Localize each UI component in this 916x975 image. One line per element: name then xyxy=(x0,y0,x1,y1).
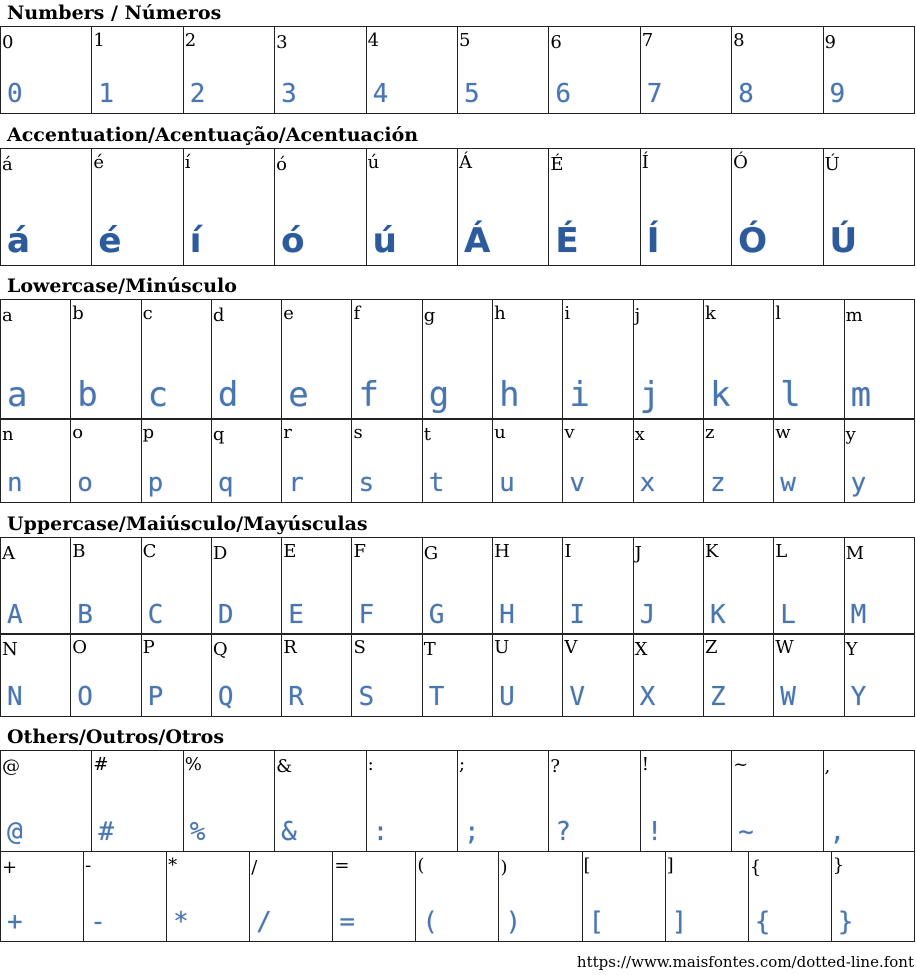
glyph-cell xyxy=(640,149,731,266)
glyph-cell xyxy=(422,300,492,420)
glyph-label: ú xyxy=(367,152,380,173)
glyph-sample: K xyxy=(709,600,726,630)
others-grid-row-1 xyxy=(0,750,915,852)
glyph-cell xyxy=(183,149,274,266)
glyph-sample: q xyxy=(217,468,234,498)
glyph-label: = xyxy=(334,855,350,876)
glyph-cell xyxy=(823,149,914,266)
glyph-sample: V xyxy=(569,682,586,712)
glyph-label: 5 xyxy=(458,30,471,51)
glyph-sample: Ú xyxy=(829,221,858,261)
glyph-sample: a xyxy=(7,375,28,415)
glyph-label: á xyxy=(2,154,13,175)
numbers-grid xyxy=(0,26,915,114)
glyph-cell xyxy=(92,27,183,114)
lowercase-grid-row-1 xyxy=(0,299,915,420)
uppercase-grid-row-2 xyxy=(0,633,915,717)
glyph-sample: ~ xyxy=(738,817,754,847)
glyph-label: Q xyxy=(212,639,228,660)
glyph-sample: g xyxy=(428,375,450,415)
glyph-label: % xyxy=(184,754,202,775)
glyph-label: J xyxy=(634,543,642,564)
glyph-cell xyxy=(416,852,499,942)
glyph-cell xyxy=(1,300,71,420)
glyph-label: F xyxy=(353,541,366,562)
glyph-sample: u xyxy=(499,468,515,498)
glyph-sample: t xyxy=(428,468,445,498)
glyph-cell xyxy=(92,751,183,852)
glyph-sample: b xyxy=(77,375,98,415)
glyph-sample: m xyxy=(850,375,872,415)
glyph-cell xyxy=(141,538,211,635)
glyph-cell xyxy=(823,27,914,114)
glyph-sample: N xyxy=(7,682,23,712)
glyph-cell xyxy=(844,300,914,420)
glyph-sample: R xyxy=(288,682,304,712)
glyph-label: 9 xyxy=(824,32,836,53)
glyph-cell xyxy=(352,538,422,635)
glyph-cell xyxy=(422,634,492,717)
glyph-sample: [ xyxy=(588,907,605,937)
glyph-label: O xyxy=(72,637,88,658)
glyph-cell xyxy=(844,419,914,503)
glyph-cell xyxy=(1,419,71,503)
glyph-sample: L xyxy=(780,600,796,630)
glyph-label: e xyxy=(283,303,294,324)
glyph-cell xyxy=(250,852,333,942)
glyph-sample: k xyxy=(709,375,731,415)
glyph-sample: % xyxy=(189,817,206,847)
glyph-label: ) xyxy=(500,857,508,878)
glyph-cell xyxy=(732,751,823,852)
glyph-label: X xyxy=(634,639,648,660)
glyph-cell xyxy=(366,751,457,852)
glyph-cell xyxy=(141,419,211,503)
glyph-cell xyxy=(1,149,92,266)
glyph-label: 4 xyxy=(367,30,380,51)
glyph-cell xyxy=(183,27,274,114)
glyph-cell xyxy=(493,300,563,420)
glyph-sample: C xyxy=(147,600,164,630)
glyph-label: Á xyxy=(458,152,472,173)
glyph-sample: ( xyxy=(422,907,439,937)
glyph-cell xyxy=(457,27,548,114)
glyph-cell xyxy=(844,538,914,635)
glyph-label: T xyxy=(423,639,436,660)
glyph-label: r xyxy=(283,422,292,443)
glyph-label: } xyxy=(832,855,845,876)
glyph-cell xyxy=(457,149,548,266)
glyph-cell xyxy=(71,419,141,503)
glyph-sample: M xyxy=(850,600,867,630)
glyph-label: x xyxy=(634,424,645,445)
glyph-cell xyxy=(282,634,352,717)
glyph-label: v xyxy=(564,422,575,443)
glyph-sample: ; xyxy=(463,817,480,847)
glyph-cell xyxy=(333,852,416,942)
glyph-label: [ xyxy=(583,855,591,876)
glyph-sample: 5 xyxy=(463,79,480,109)
lowercase-grid-row-2 xyxy=(0,418,915,503)
glyph-sample: ! xyxy=(646,817,663,847)
glyph-label: t xyxy=(423,424,432,445)
glyph-cell xyxy=(352,634,422,717)
glyph-label: Í xyxy=(641,152,649,173)
glyph-label: P xyxy=(142,637,155,658)
glyph-cell xyxy=(703,634,773,717)
glyph-label: q xyxy=(212,424,225,445)
glyph-sample: X xyxy=(639,682,656,712)
glyph-cell xyxy=(282,419,352,503)
glyph-label: c xyxy=(142,303,153,324)
glyph-sample: H xyxy=(499,600,515,630)
glyph-sample: ? xyxy=(555,817,571,847)
glyph-label: s xyxy=(353,422,363,443)
glyph-cell xyxy=(366,27,457,114)
glyph-sample: c xyxy=(147,375,169,415)
glyph-sample: S xyxy=(358,682,375,712)
glyph-label: : xyxy=(367,754,374,775)
glyph-sample: W xyxy=(780,682,796,712)
glyph-cell xyxy=(703,538,773,635)
glyph-cell xyxy=(92,149,183,266)
glyph-label: h xyxy=(494,303,506,324)
glyph-sample: # xyxy=(98,817,115,847)
glyph-label: ó xyxy=(276,154,288,175)
glyph-cell xyxy=(71,634,141,717)
glyph-sample: Í xyxy=(646,221,660,261)
glyph-cell xyxy=(732,149,823,266)
section-title-numbers: Numbers / Números xyxy=(7,2,222,24)
glyph-sample: f xyxy=(358,375,379,415)
glyph-sample: ó xyxy=(281,221,305,261)
glyph-cell xyxy=(633,634,703,717)
glyph-cell xyxy=(211,538,281,635)
glyph-cell xyxy=(549,27,640,114)
glyph-sample: @ xyxy=(7,817,23,847)
glyph-label: j xyxy=(634,305,641,326)
glyph-label: C xyxy=(142,541,157,562)
glyph-label: / xyxy=(251,857,258,878)
glyph-cell xyxy=(1,852,84,942)
glyph-label: & xyxy=(276,756,293,777)
glyph-label: 0 xyxy=(2,32,14,53)
glyph-label: y xyxy=(845,424,856,445)
glyph-label: W xyxy=(775,637,794,658)
glyph-label: Z xyxy=(704,637,718,658)
glyph-sample: w xyxy=(780,468,796,498)
section-title-lowercase: Lowercase/Minúsculo xyxy=(7,275,237,297)
glyph-label: 7 xyxy=(641,30,654,51)
glyph-sample: p xyxy=(147,468,164,498)
glyph-sample: ú xyxy=(372,221,397,261)
glyph-sample: D xyxy=(217,600,234,630)
glyph-cell xyxy=(352,300,422,420)
glyph-label: @ xyxy=(2,756,20,777)
glyph-label: A xyxy=(2,543,15,564)
glyph-cell xyxy=(563,538,633,635)
others-grid-row-2 xyxy=(0,851,915,942)
glyph-label: B xyxy=(72,541,86,562)
glyph-sample: r xyxy=(288,468,304,498)
glyph-cell xyxy=(282,300,352,420)
glyph-cell xyxy=(665,852,748,942)
glyph-sample: P xyxy=(147,682,164,712)
section-title-accentuation: Accentuation/Acentuação/Acentuación xyxy=(7,124,419,146)
glyph-sample: Á xyxy=(463,221,491,261)
glyph-cell xyxy=(703,300,773,420)
glyph-label: a xyxy=(2,305,13,326)
glyph-label: L xyxy=(775,541,788,562)
glyph-sample: Ó xyxy=(738,221,768,261)
glyph-cell xyxy=(774,634,844,717)
glyph-cell xyxy=(71,538,141,635)
glyph-cell xyxy=(774,300,844,420)
glyph-cell xyxy=(640,27,731,114)
glyph-sample: * xyxy=(173,907,189,937)
accentuation-grid xyxy=(0,148,915,266)
source-url[interactable]: https://www.maisfontes.com/dotted-line.font xyxy=(576,953,914,971)
glyph-sample: = xyxy=(339,907,355,937)
glyph-sample: { xyxy=(754,907,771,937)
glyph-sample: U xyxy=(499,682,515,712)
glyph-sample: + xyxy=(7,907,23,937)
glyph-label: ! xyxy=(641,754,649,775)
glyph-cell xyxy=(211,634,281,717)
glyph-label: l xyxy=(775,303,782,324)
glyph-cell xyxy=(183,751,274,852)
glyph-label: Ú xyxy=(824,154,840,175)
uppercase-grid-row-1 xyxy=(0,537,915,635)
glyph-cell xyxy=(1,634,71,717)
glyph-label: 6 xyxy=(550,32,562,53)
glyph-sample: z xyxy=(709,468,726,498)
glyph-cell xyxy=(563,634,633,717)
glyph-cell xyxy=(499,852,582,942)
glyph-sample: Y xyxy=(850,682,867,712)
glyph-cell xyxy=(457,751,548,852)
glyph-sample: 9 xyxy=(829,79,846,109)
glyph-label: É xyxy=(550,154,564,175)
glyph-label: Y xyxy=(845,639,858,660)
glyph-label: k xyxy=(704,303,716,324)
glyph-sample: 8 xyxy=(738,79,754,109)
glyph-label: é xyxy=(93,152,105,173)
glyph-cell xyxy=(633,419,703,503)
glyph-label: , xyxy=(824,756,831,777)
glyph-label: n xyxy=(2,424,14,445)
glyph-label: ~ xyxy=(733,754,749,775)
glyph-sample: 2 xyxy=(189,79,206,109)
glyph-label: N xyxy=(2,639,18,660)
glyph-sample: Q xyxy=(217,682,234,712)
glyph-cell xyxy=(582,852,665,942)
glyph-label: S xyxy=(353,637,366,658)
glyph-cell xyxy=(422,538,492,635)
glyph-label: V xyxy=(564,637,578,658)
glyph-sample: F xyxy=(358,600,375,630)
glyph-cell xyxy=(844,634,914,717)
glyph-cell xyxy=(352,419,422,503)
glyph-sample: G xyxy=(428,600,445,630)
glyph-sample: x xyxy=(639,468,656,498)
glyph-sample: B xyxy=(77,600,93,630)
glyph-label: m xyxy=(845,305,863,326)
glyph-sample: 1 xyxy=(98,79,115,109)
glyph-sample: i xyxy=(569,375,590,415)
glyph-sample: l xyxy=(780,375,801,415)
glyph-label: 2 xyxy=(184,30,197,51)
glyph-cell xyxy=(633,300,703,420)
glyph-label: b xyxy=(72,303,84,324)
glyph-cell xyxy=(1,538,71,635)
glyph-label: 3 xyxy=(276,32,288,53)
glyph-cell xyxy=(141,634,211,717)
glyph-sample: E xyxy=(288,600,304,630)
glyph-cell xyxy=(141,300,211,420)
glyph-sample: T xyxy=(428,682,445,712)
glyph-label: p xyxy=(142,422,155,443)
glyph-sample: É xyxy=(555,221,579,261)
glyph-sample: 6 xyxy=(555,79,571,109)
glyph-sample: 7 xyxy=(646,79,663,109)
glyph-label: z xyxy=(704,422,715,443)
glyph-sample: d xyxy=(217,375,239,415)
glyph-cell xyxy=(549,149,640,266)
glyph-label: D xyxy=(212,543,228,564)
glyph-label: g xyxy=(423,305,436,326)
glyph-sample: I xyxy=(569,600,586,630)
glyph-cell xyxy=(563,300,633,420)
glyph-sample: s xyxy=(358,468,375,498)
glyph-label: 8 xyxy=(733,30,745,51)
glyph-label: # xyxy=(93,754,109,775)
glyph-label: U xyxy=(494,637,510,658)
glyph-cell xyxy=(167,852,250,942)
glyph-cell xyxy=(366,149,457,266)
glyph-label: d xyxy=(212,305,225,326)
glyph-label: í xyxy=(184,152,191,173)
glyph-label: ( xyxy=(417,855,425,876)
glyph-label: H xyxy=(494,541,510,562)
glyph-label: { xyxy=(749,857,762,878)
glyph-sample: é xyxy=(98,221,122,261)
glyph-cell xyxy=(774,419,844,503)
glyph-sample: ] xyxy=(671,907,688,937)
glyph-label: Ó xyxy=(733,152,748,173)
glyph-label: f xyxy=(353,303,361,324)
glyph-label: ; xyxy=(458,754,466,775)
glyph-sample: j xyxy=(639,375,661,415)
glyph-label: ] xyxy=(666,855,674,876)
glyph-sample: h xyxy=(499,375,520,415)
glyph-cell xyxy=(732,27,823,114)
glyph-sample: e xyxy=(288,375,309,415)
glyph-cell xyxy=(1,27,92,114)
glyph-sample: } xyxy=(837,907,854,937)
glyph-cell xyxy=(823,751,914,852)
glyph-label: G xyxy=(423,543,439,564)
glyph-sample: 4 xyxy=(372,79,389,109)
glyph-label: K xyxy=(704,541,719,562)
glyph-label: ? xyxy=(550,756,560,777)
section-title-uppercase: Uppercase/Maiúsculo/Mayúsculas xyxy=(7,513,368,535)
glyph-sample: n xyxy=(7,468,23,498)
glyph-label: - xyxy=(85,855,92,876)
glyph-cell xyxy=(774,538,844,635)
glyph-label: w xyxy=(775,422,791,443)
glyph-label: 1 xyxy=(93,30,105,51)
glyph-cell xyxy=(640,751,731,852)
glyph-sample: , xyxy=(829,817,846,847)
glyph-label: + xyxy=(2,857,18,878)
glyph-sample: 0 xyxy=(7,79,23,109)
glyph-sample: & xyxy=(281,817,297,847)
glyph-label: E xyxy=(283,541,297,562)
glyph-sample: O xyxy=(77,682,93,712)
glyph-sample: á xyxy=(7,221,30,261)
glyph-sample: í xyxy=(189,221,202,261)
glyph-cell xyxy=(493,419,563,503)
glyph-sample: A xyxy=(7,600,23,630)
glyph-label: * xyxy=(168,855,178,876)
glyph-cell xyxy=(493,634,563,717)
glyph-label: I xyxy=(564,541,572,562)
glyph-sample: o xyxy=(77,468,93,498)
glyph-sample: v xyxy=(569,468,586,498)
glyph-sample: - xyxy=(90,907,106,937)
glyph-cell xyxy=(563,419,633,503)
glyph-cell xyxy=(493,538,563,635)
glyph-sample: J xyxy=(639,600,656,630)
glyph-cell xyxy=(275,27,366,114)
glyph-sample: 3 xyxy=(281,79,297,109)
glyph-sample: / xyxy=(256,907,272,937)
glyph-cell xyxy=(422,419,492,503)
glyph-cell xyxy=(831,852,914,942)
glyph-cell xyxy=(703,419,773,503)
glyph-cell xyxy=(211,419,281,503)
glyph-cell xyxy=(84,852,167,942)
glyph-cell xyxy=(282,538,352,635)
glyph-sample: ) xyxy=(505,907,522,937)
glyph-cell xyxy=(211,300,281,420)
glyph-sample: : xyxy=(372,817,389,847)
glyph-label: R xyxy=(283,637,297,658)
glyph-label: M xyxy=(845,543,864,564)
section-title-others: Others/Outros/Otros xyxy=(7,726,225,748)
glyph-cell xyxy=(275,751,366,852)
glyph-cell xyxy=(633,538,703,635)
glyph-cell xyxy=(748,852,831,942)
glyph-cell xyxy=(1,751,92,852)
glyph-sample: Z xyxy=(709,682,726,712)
glyph-cell xyxy=(275,149,366,266)
glyph-label: o xyxy=(72,422,84,443)
glyph-cell xyxy=(549,751,640,852)
glyph-label: i xyxy=(564,303,571,324)
glyph-cell xyxy=(71,300,141,420)
glyph-label: u xyxy=(494,422,506,443)
glyph-sample: y xyxy=(850,468,867,498)
